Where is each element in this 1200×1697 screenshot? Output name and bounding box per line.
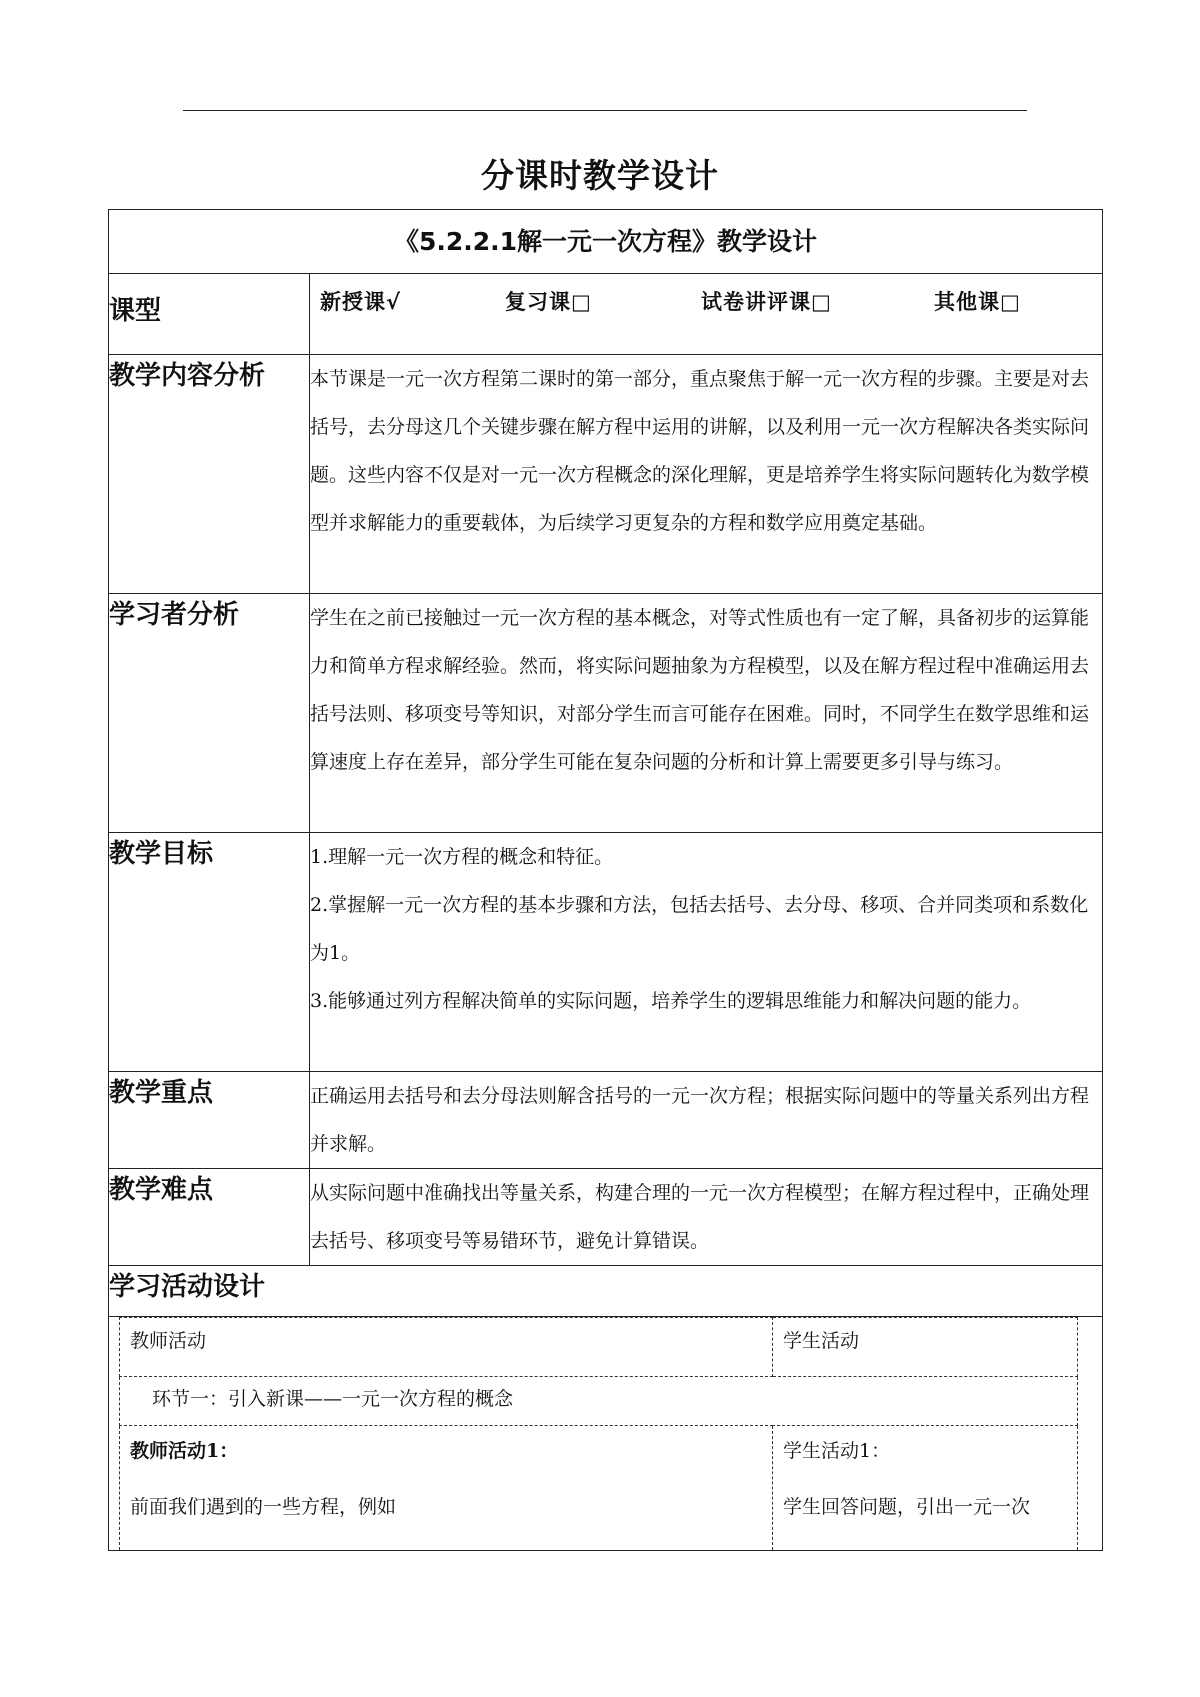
teacher-activity-1 xyxy=(120,1426,773,1551)
student-activity-1-title: 学生活动1： xyxy=(783,1440,891,1462)
teacher-activity-1-text: 前面我们遇到的一些方程，例如 xyxy=(130,1496,397,1518)
activity-table xyxy=(119,1317,1078,1550)
lesson-title: 《5.2.2.1解一元一次方程》教学设计 xyxy=(109,210,1103,274)
activity-design-label: 学习活动设计 xyxy=(109,1266,1103,1317)
objectives-list xyxy=(310,833,1103,1072)
key-points-text: 正确运用去括号和去分母法则解含括号的一元一次方程；根据实际问题中的等量关系列出方程并求解。 xyxy=(310,1072,1103,1169)
lesson-type-new: 新授课√ xyxy=(320,290,402,314)
learner-analysis-text: 学生在之前已接触过一元一次方程的基本概念，对等式性质也有一定了解，具备初步的运算能力和简单方程求解经验。然而，将实际问题抽象为方程模型，以及在解方程过程中准确运用去括号法则、移项变号等知识，对部分学生而言可能存在困难。同时，不同学生在数学思维和运算速度上存在差异，部分学生可能在复杂问题的分析和计算上需要更多引导与练习。 xyxy=(310,594,1103,833)
content-analysis-label: 教学内容分析 xyxy=(109,355,310,594)
student-activity-header: 学生活动 xyxy=(773,1318,1078,1377)
header-rule xyxy=(183,110,1027,111)
lesson-type-exam-review: 试卷讲评课□ xyxy=(701,290,832,314)
lesson-type-other: 其他课□ xyxy=(934,290,1021,314)
objective-item: 1.理解一元一次方程的概念和特征。 xyxy=(310,846,614,868)
learner-analysis-label: 学习者分析 xyxy=(109,594,310,833)
objective-item: 3.能够通过列方程解决简单的实际问题，培养学生的逻辑思维能力和解决问题的能力。 xyxy=(310,990,1032,1012)
teacher-activity-1-title: 教师活动1： xyxy=(130,1440,239,1462)
difficulties-text: 从实际问题中准确找出等量关系，构建合理的一元一次方程模型；在解方程过程中，正确处理去括号、移项变号等易错环节，避免计算错误。 xyxy=(310,1169,1103,1266)
student-activity-1 xyxy=(773,1426,1078,1551)
teacher-activity-header: 教师活动 xyxy=(120,1318,773,1377)
objective-item: 2.掌握解一元一次方程的基本步骤和方法，包括去括号、去分母、移项、合并同类项和系数化为1。 xyxy=(310,894,1089,964)
key-points-label: 教学重点 xyxy=(109,1072,310,1169)
lesson-type-label: 课型 xyxy=(109,274,310,355)
objectives-label: 教学目标 xyxy=(109,833,310,1072)
lesson-type-options xyxy=(310,274,1103,355)
lesson-plan-table xyxy=(108,209,1103,1551)
document-title: 分课时教学设计 xyxy=(481,156,719,195)
difficulties-label: 教学难点 xyxy=(109,1169,310,1266)
stage-1-heading: 环节一：引入新课——一元一次方程的概念 xyxy=(120,1377,1078,1426)
activity-design-cell xyxy=(109,1317,1103,1551)
student-activity-1-text: 学生回答问题，引出一元一次 xyxy=(783,1496,1031,1518)
content-analysis-text: 本节课是一元一次方程第二课时的第一部分，重点聚焦于解一元一次方程的步骤。主要是对去括号，去分母这几个关键步骤在解方程中运用的讲解，以及利用一元一次方程解决各类实际问题。这些内容不仅是对一元一次方程概念的深化理解，更是培养学生将实际问题转化为数学模型并求解能力的重要载体，为后续学习更复杂的方程和数学应用奠定基础。 xyxy=(310,355,1103,594)
lesson-type-review: 复习课□ xyxy=(505,290,592,314)
